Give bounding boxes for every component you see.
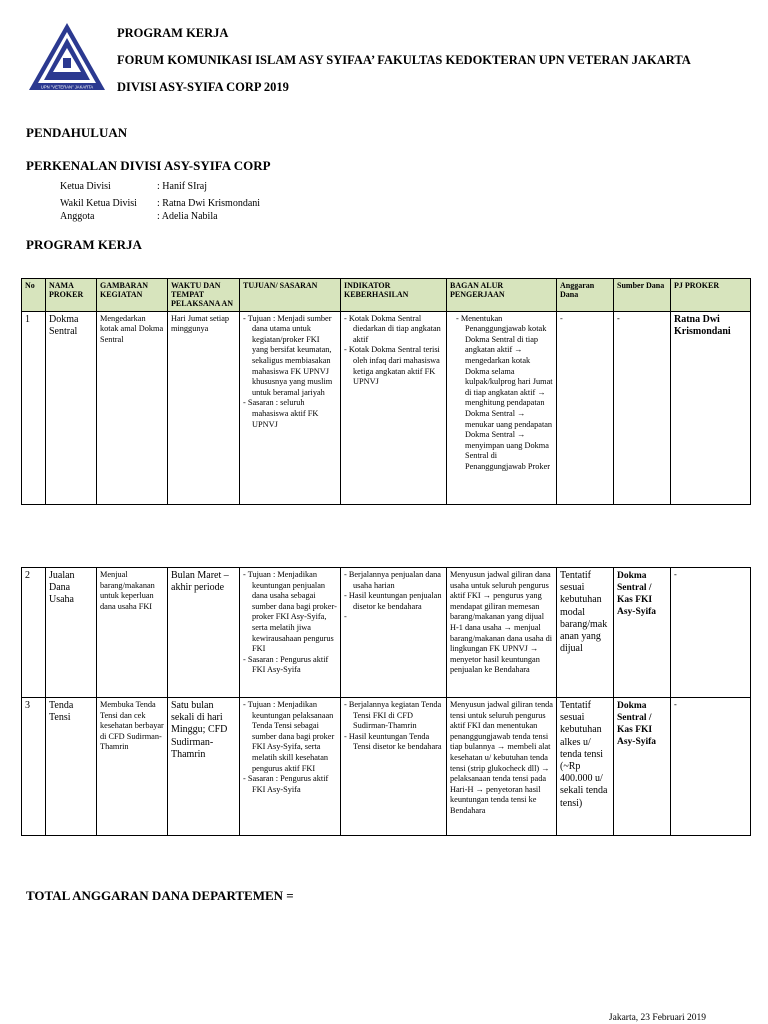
indikator-item: - Kotak Dokma Sentral terisi oleh infaq dari mahasiswa ketiga angkatan aktif FK UPNVJ xyxy=(344,345,443,387)
col-header-waktu: WAKTU DAN TEMPAT PELAKSANA AN xyxy=(168,279,240,312)
cell-indikator xyxy=(341,568,447,698)
cell-bagan xyxy=(447,311,557,504)
cell-gambaran: Menjual barang/makanan untuk keperluan dana usaha FKI xyxy=(97,568,168,698)
cell-sumber: Dokma Sentral / Kas FKI Asy-Syifa xyxy=(614,698,671,836)
cell-waktu: Bulan Maret – akhir periode xyxy=(168,568,240,698)
col-header-sumber: Sumber Dana xyxy=(614,279,671,312)
cell-sumber: Dokma Sentral / Kas FKI Asy-Syifa xyxy=(614,568,671,698)
cell-sumber: - xyxy=(614,311,671,504)
sasaran-item: - Sasaran : Pengurus aktif FKI Asy-Syifa xyxy=(243,655,337,676)
cell-pj: Ratna Dwi Krismondani xyxy=(671,311,751,504)
cell-nama: Dokma Sentral xyxy=(46,311,97,504)
total-budget-label: TOTAL ANGGARAN DANA DEPARTEMEN = xyxy=(26,888,294,903)
indikator-item: - Berjalannya penjualan dana usaha harian xyxy=(344,570,443,591)
footer-date: Jakarta, 23 Februari 2019 xyxy=(608,1013,706,1023)
cell-gambaran: Mengedarkan kotak amal Dokma Sentral xyxy=(97,311,168,504)
cell-nama: Tenda Tensi xyxy=(46,698,97,836)
cell-indikator xyxy=(341,311,447,504)
indikator-item: - Hasil keuntungan penjualan disetor ke bendahara xyxy=(344,591,443,612)
tujuan-item: - Tujuan : Menjadi sumber dana utama untuk kegiatan/proker FKI yang bersifat keumatan, sekaligus membiasakan mahasiswa FK UPNVJ khususnya yang muslim untuk beramal jariyah xyxy=(243,314,337,399)
tujuan-item: - Tujuan : Menjadikan keuntungan penjualan dana usaha sebagai sumber dana bagi proker-proker FKI Asy-Syifa, serta melatih jiwa kewirausahaan pengurus FKI xyxy=(243,570,337,655)
indikator-item: - Kotak Dokma Sentral diedarkan di tiap angkatan aktif xyxy=(344,314,443,346)
cell-no: 1 xyxy=(22,311,46,504)
cell-nama: Jualan Dana Usaha xyxy=(46,568,97,698)
cell-waktu: Satu bulan sekali di hari Minggu; CFD Sudirman-Thamrin xyxy=(168,698,240,836)
role-name: : Hanif SIraj xyxy=(157,181,207,192)
header-title: PROGRAM KERJA xyxy=(117,26,229,40)
tujuan-item: - Tujuan : Menjadikan keuntungan pelaksanaan Tenda Tensi sebagai sumber dana bagi proker FKI Asy-Syifa, serta melatih skill kesehatan pengurus aktif FKI xyxy=(243,700,337,774)
cell-indikator xyxy=(341,698,447,836)
col-header-anggaran: Anggaran Dana xyxy=(557,279,614,312)
cell-bagan: Menyusun jadwal giliran dana usaha untuk seluruh pengurus aktif FKI → pengurus yang mendapat giliran memesan barang/makanan yang dijual H-1 dana usaha → menjual barang/makanan dana usaha di lingkungan FK UPNVJ → menyetor hasil keuntungan penjualan ke Bendahara xyxy=(447,568,557,698)
bagan-item: - Menentukan Penanggungjawab kotak Dokma Sentral di tiap angkatan aktif → mengedarkan kotak Dokma selama kulpak/kulprog hari Jumat di tiap angkatan aktif → menghitung pendapatan Dokma Sentral → menukar uang pendapatan Dokma Sentral → menyimpan uang Dokma Sentral di Penanggungjawab Proker xyxy=(456,314,553,473)
program-table-1 xyxy=(21,278,751,505)
cell-anggaran: Tentatif sesuai kebutuhan modal barang/mak anan yang dijual xyxy=(557,568,614,698)
logo-text: UPN "VETERAN" JAKARTA xyxy=(40,84,94,90)
col-header-no: No xyxy=(22,279,46,312)
cell-tujuan xyxy=(240,698,341,836)
cell-pj: - xyxy=(671,698,751,836)
cell-anggaran: - xyxy=(557,311,614,504)
table-header-row xyxy=(22,279,751,312)
cell-tujuan xyxy=(240,311,341,504)
cell-tujuan xyxy=(240,568,341,698)
cell-bagan: Menyusun jadwal giliran tenda tensi untuk seluruh pengurus aktif FKI dan menentukan penanggungjawab tenda tensi tiap bulannya → membeli alat kesehatan u/ kebutuhan tenda tensi (strip glukocheck dll) → pelaksanaan tenda tensi pada Hari-H → penyetoran hasil keuntungan tenda tensi ke Bendahara xyxy=(447,698,557,836)
cell-anggaran: Tentatif sesuai kebutuhan alkes u/ tenda tensi (~Rp 400.000 u/ sekali tenda tensi) xyxy=(557,698,614,836)
header-forum: FORUM KOMUNIKASI ISLAM ASY SYIFAA’ FAKULTAS KEDOKTERAN UPN VETERAN JAKARTA xyxy=(117,53,691,67)
col-header-nama: NAMA PROKER xyxy=(46,279,97,312)
cell-gambaran: Membuka Tenda Tensi dan cek kesehatan berbayar di CFD Sudirman-Thamrin xyxy=(97,698,168,836)
role-name: : Ratna Dwi Krismondani xyxy=(157,198,261,209)
table-row xyxy=(22,311,751,504)
cell-no: 2 xyxy=(22,568,46,698)
indikator-item xyxy=(344,612,443,623)
sasaran-item: - Sasaran : seluruh mahasiswa aktif FK UPNVJ xyxy=(243,398,337,430)
upn-logo xyxy=(26,20,108,92)
role-label: Wakil Ketua Divisi xyxy=(60,198,137,209)
program-table-2 xyxy=(21,567,751,836)
col-header-indikator: INDIKATOR KEBERHASILAN xyxy=(341,279,447,312)
table-row xyxy=(22,568,751,698)
col-header-pj: PJ PROKER xyxy=(671,279,751,312)
indikator-item: - Hasil keuntungan Tenda Tensi disetor ke bendahara xyxy=(344,732,443,753)
role-label: Ketua Divisi xyxy=(60,181,111,192)
cell-waktu: Hari Jumat setiap minggunya xyxy=(168,311,240,504)
table-row xyxy=(22,698,751,836)
cell-no: 3 xyxy=(22,698,46,836)
cell-pj: - xyxy=(671,568,751,698)
section-program-kerja: PROGRAM KERJA xyxy=(26,237,142,252)
role-name: : Adelia Nabila xyxy=(157,211,218,222)
col-header-tujuan: TUJUAN/ SASARAN xyxy=(240,279,341,312)
header-division: DIVISI ASY-SYIFA CORP 2019 xyxy=(117,80,289,94)
section-perkenalan: PERKENALAN DIVISI ASY-SYIFA CORP xyxy=(26,158,271,173)
col-header-gambaran: GAMBARAN KEGIATAN xyxy=(97,279,168,312)
indikator-item: - Berjalannya kegiatan Tenda Tensi FKI di CFD Sudirman-Thamrin xyxy=(344,700,443,732)
sasaran-item: - Sasaran : Pengurus aktif FKI Asy-Syifa xyxy=(243,774,337,795)
col-header-bagan: BAGAN ALUR PENGERJAAN xyxy=(447,279,557,312)
section-pendahuluan: PENDAHULUAN xyxy=(26,125,128,140)
role-label: Anggota xyxy=(60,211,95,222)
